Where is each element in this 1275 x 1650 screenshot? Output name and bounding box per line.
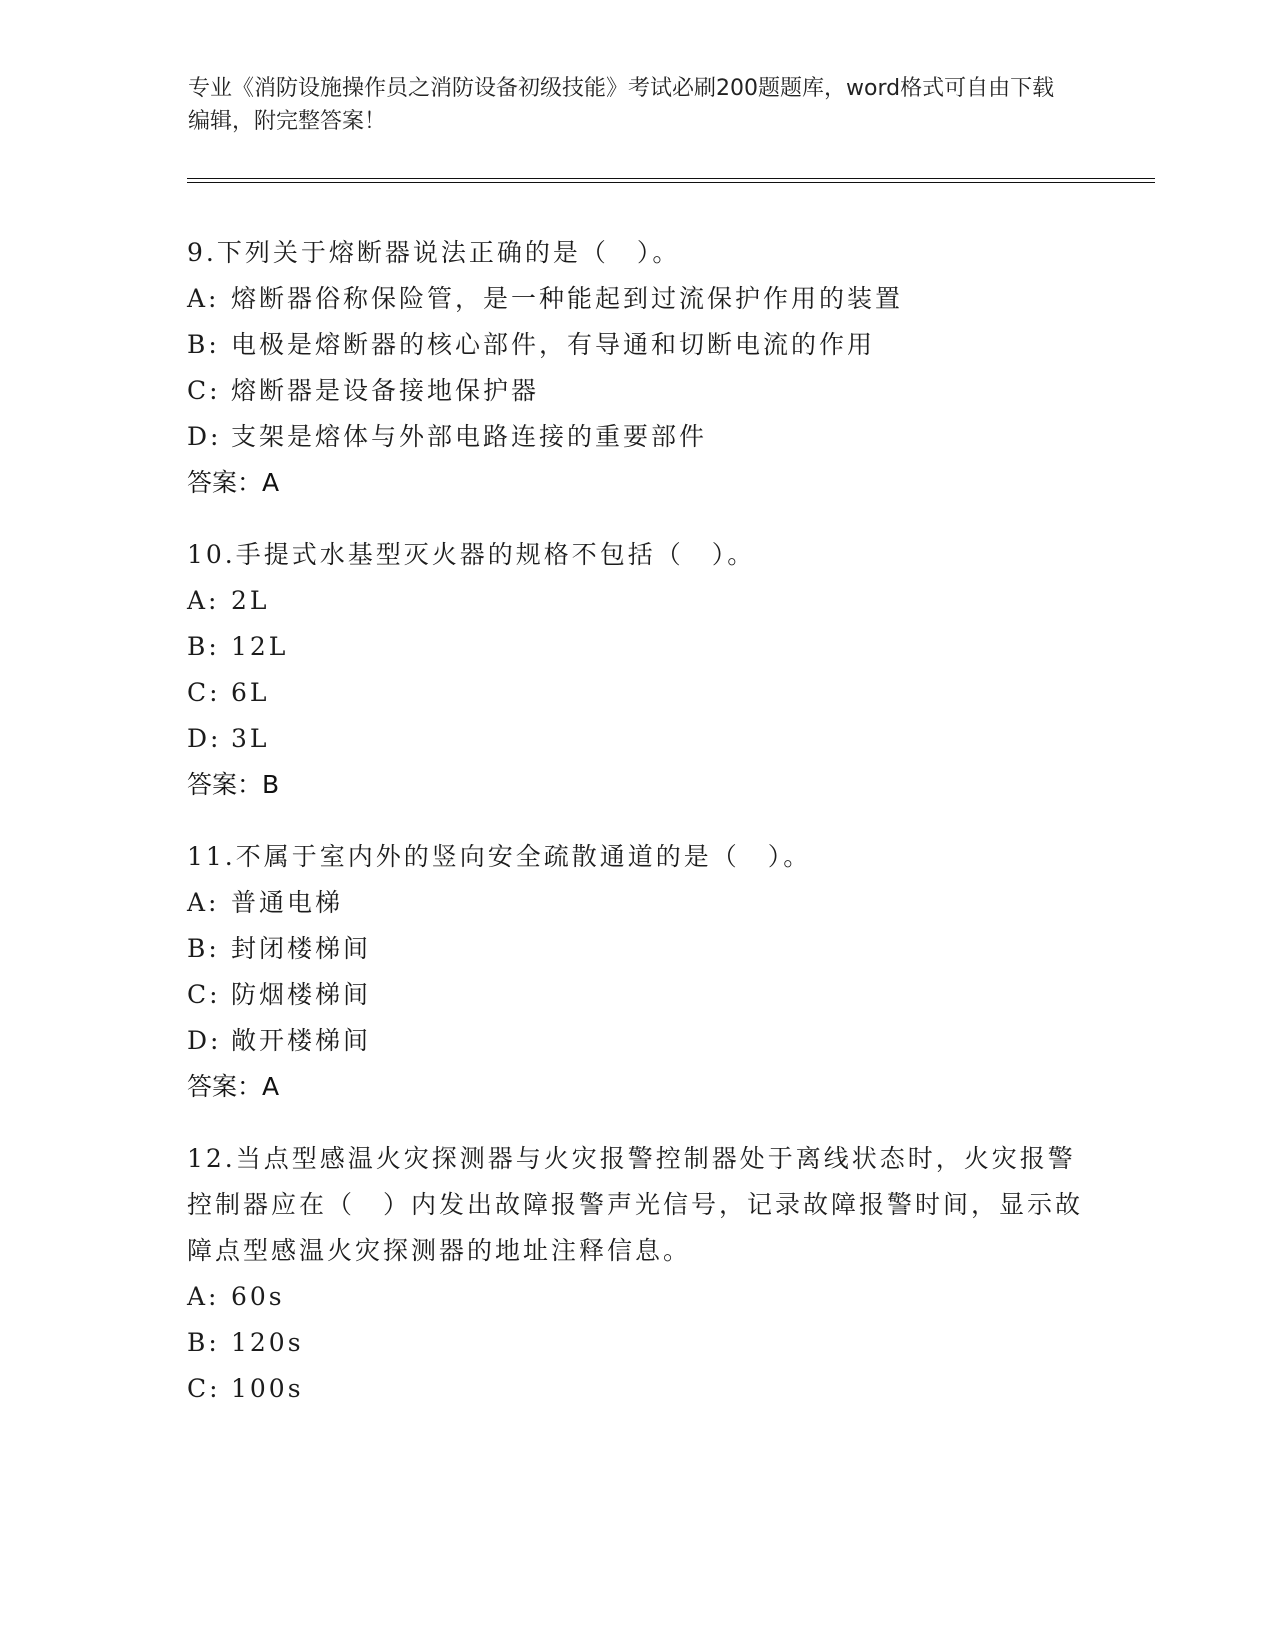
option-c <box>187 1366 1087 1412</box>
option-text: 电极是熔断器的核心部件，有导通和切断电流的作用 <box>231 330 876 359</box>
option-a <box>187 276 1087 322</box>
option-text: 6L <box>231 678 270 707</box>
option-key: C: <box>187 376 221 405</box>
option-text: 熔断器是设备接地保护器 <box>231 376 540 405</box>
option-c <box>187 670 1087 716</box>
option-a <box>187 880 1087 926</box>
option-key: B: <box>187 632 220 661</box>
option-text: 防烟楼梯间 <box>231 980 372 1009</box>
option-key: C: <box>187 1374 221 1403</box>
question-10 <box>187 532 1087 808</box>
option-text: 普通电梯 <box>231 888 344 917</box>
option-b <box>187 624 1087 670</box>
document-header: 专业《消防设施操作员之消防设备初级技能》考试必刷200题题库，word格式可自由下载编辑，附完整答案！ <box>188 76 1055 134</box>
option-a <box>187 1274 1087 1320</box>
option-text: 封闭楼梯间 <box>231 934 372 963</box>
option-key: D: <box>187 422 222 451</box>
option-key: A: <box>187 1282 220 1311</box>
question-stem: 11.不属于室内外的竖向安全疏散通道的是（ ）。 <box>187 842 812 871</box>
option-text: 2L <box>231 586 270 615</box>
question-stem: 10.手提式水基型灭火器的规格不包括（ ）。 <box>187 540 756 569</box>
question-11 <box>187 834 1087 1110</box>
question-stem: 9.下列关于熔断器说法正确的是（ ）。 <box>187 238 681 267</box>
option-a <box>187 578 1087 624</box>
option-key: B: <box>187 330 220 359</box>
question-stem: 12.当点型感温火灾探测器与火灾报警控制器处于离线状态时，火灾报警控制器应在（ ）内发出故障报警声光信号，记录故障报警时间，显示故障点型感温火灾探测器的地址注释信息。 <box>187 1144 1084 1265</box>
question-9 <box>187 230 1087 506</box>
option-d <box>187 414 1087 460</box>
option-key: A: <box>187 586 220 615</box>
answer-line: 答案：B <box>187 770 280 799</box>
option-text: 敞开楼梯间 <box>231 1026 372 1055</box>
answer-line: 答案：A <box>187 1072 280 1101</box>
option-b <box>187 926 1087 972</box>
option-key: A: <box>187 888 220 917</box>
option-key: D: <box>187 1026 222 1055</box>
option-d <box>187 716 1087 762</box>
option-c <box>187 972 1087 1018</box>
option-b <box>187 322 1087 368</box>
option-text: 120s <box>231 1328 304 1357</box>
question-list <box>187 230 1087 1438</box>
option-text: 100s <box>231 1374 304 1403</box>
option-key: C: <box>187 980 221 1009</box>
option-text: 熔断器俗称保险管，是一种能起到过流保护作用的装置 <box>231 284 904 313</box>
answer-line: 答案：A <box>187 468 280 497</box>
header-divider <box>187 178 1155 183</box>
option-text: 3L <box>231 724 270 753</box>
question-12 <box>187 1136 1087 1412</box>
option-d <box>187 1018 1087 1064</box>
option-b <box>187 1320 1087 1366</box>
option-key: B: <box>187 934 220 963</box>
option-text: 支架是熔体与外部电路连接的重要部件 <box>231 422 708 451</box>
option-text: 60s <box>231 1282 285 1311</box>
option-key: C: <box>187 678 221 707</box>
option-c <box>187 368 1087 414</box>
option-key: D: <box>187 724 222 753</box>
option-text: 12L <box>231 632 289 661</box>
option-key: A: <box>187 284 220 313</box>
option-key: B: <box>187 1328 220 1357</box>
